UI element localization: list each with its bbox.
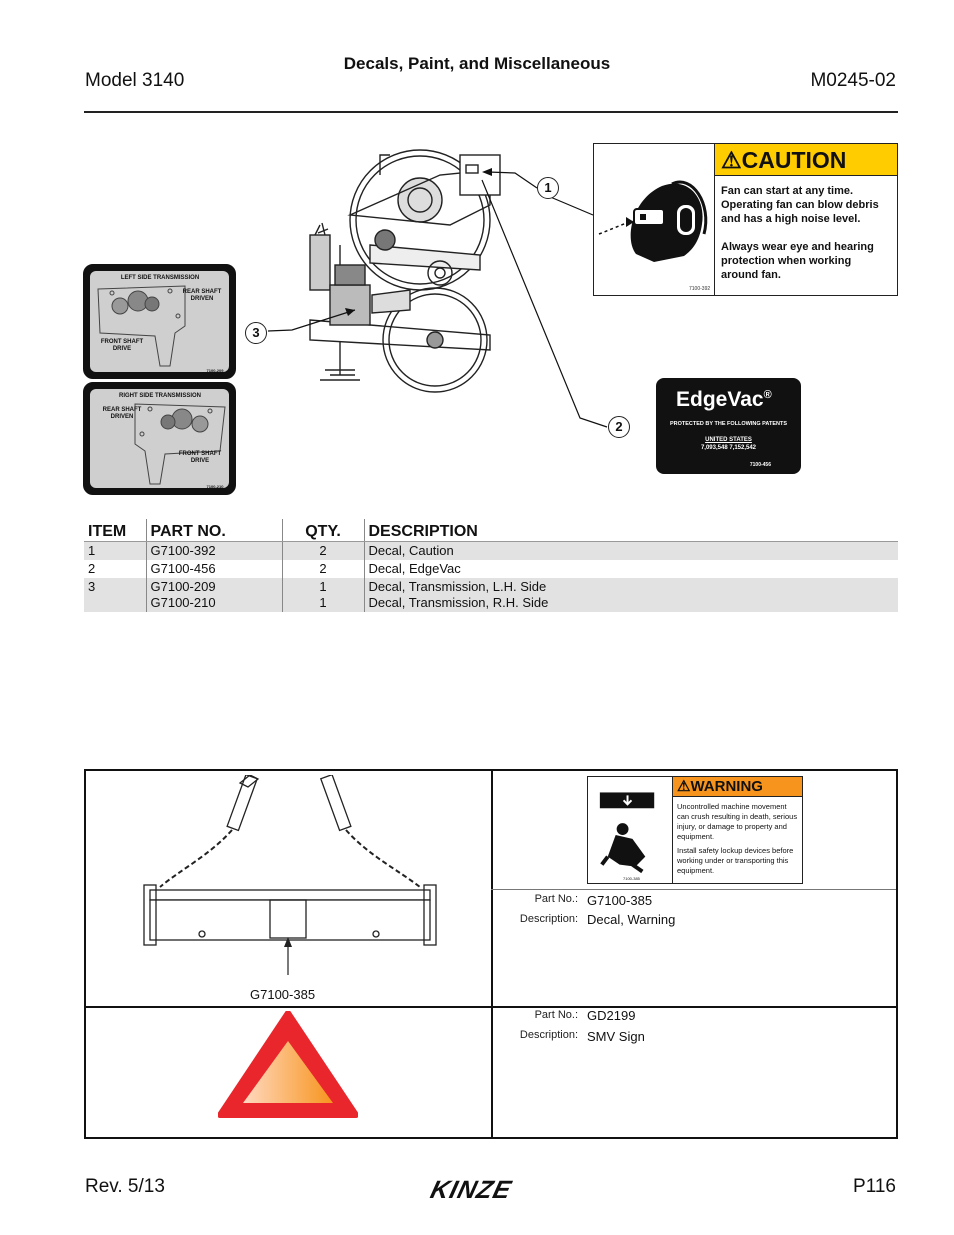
part1-desc-label: Description: (519, 913, 578, 925)
section-title: Decals, Paint, and Miscellaneous (343, 54, 611, 73)
left-trans-code: 7100-209 (206, 368, 224, 372)
crush-hazard-icon (588, 777, 673, 883)
right-trans-upper: REAR SHAFT DRIVEN (102, 407, 142, 420)
callout-1: 1 (537, 177, 559, 199)
edgevac-brand: EdgeVac® (676, 388, 772, 411)
edgevac-country: UNITED STATES (705, 437, 752, 443)
warning-code: 7100-385 (623, 876, 640, 881)
cell-qty: 2 (282, 560, 364, 578)
right-trans-title: RIGHT SIDE TRANSMISSION (118, 393, 201, 399)
callout-3: 3 (245, 322, 267, 344)
caution-line2: Always wear eye and hearing protection when working around fan. (721, 241, 874, 281)
table-row (84, 578, 898, 612)
edgevac-code: 7100-456 (749, 462, 771, 468)
caution-line1: Fan can start at any time. Operating fan can blow debris and has a high noise level. (721, 185, 879, 225)
hearing-protection-icon (594, 144, 714, 294)
cell-qty: 2 (282, 541, 364, 560)
page-number: P116 (853, 1176, 896, 1197)
caution-banner: ⚠CAUTION (714, 144, 897, 176)
cell-desc: Decal, EdgeVac (364, 560, 898, 578)
part2-desc: SMV Sign (587, 1029, 645, 1044)
col-desc: DESCRIPTION (364, 519, 898, 541)
lift-bar-illustration (140, 775, 440, 975)
caution-code: 7100-392 (689, 286, 711, 292)
left-trans-title: LEFT SIDE TRANSMISSION (120, 275, 200, 281)
right-transmission-diagram (90, 389, 229, 488)
table-row (84, 541, 898, 560)
col-part: PART NO. (146, 519, 282, 541)
warning-text2: Install safety lockup devices before working under or transporting this equipment. (677, 846, 794, 875)
edgevac-patents: 7,093,548 7,152,542 (700, 445, 757, 451)
cell-part: G7100-392 (146, 541, 282, 560)
left-transmission-diagram (90, 271, 229, 372)
cell-qty: 1 1 (282, 578, 364, 612)
part2-desc-label: Description: (519, 1029, 578, 1041)
table-row (84, 560, 898, 578)
callout-2: 2 (608, 416, 630, 438)
manual-code: M0245-02 (810, 70, 896, 91)
table-header-row (84, 519, 898, 541)
cell-desc: Decal, Transmission, L.H. Side Decal, Transmission, R.H. Side (364, 578, 898, 612)
part1-part-no: G7100-385 (587, 893, 653, 908)
cell-item: 2 (88, 560, 96, 576)
warning-triangle-icon: ⚠ (721, 147, 742, 173)
kinze-logo: KINZE (427, 1176, 515, 1204)
right-transmission-decal (83, 382, 236, 495)
cell-item: 1 (84, 541, 146, 560)
edgevac-protected: PROTECTED BY THE FOLLOWING PATENTS (669, 421, 788, 427)
warning-banner: ⚠WARNING (673, 777, 802, 797)
caution-body (714, 176, 897, 295)
model-label: Model 3140 (85, 70, 185, 91)
warning-body (677, 802, 798, 876)
left-trans-lower: FRONT SHAFT DRIVE (100, 339, 144, 352)
warning-decal (587, 776, 803, 884)
smv-sign (218, 1011, 358, 1121)
col-item: ITEM (84, 519, 146, 541)
part1-part-label: Part No.: (534, 893, 578, 905)
lift-part-callout: G7100-385 (250, 987, 316, 1002)
cell-part: G7100-456 (146, 560, 282, 578)
cell-desc: Decal, Caution (364, 541, 898, 560)
right-trans-lower: FRONT SHAFT DRIVE (178, 451, 222, 464)
part1-desc: Decal, Warning (587, 912, 676, 927)
edgevac-decal (656, 378, 801, 474)
revision-label: Rev. 5/13 (85, 1176, 165, 1197)
parts-table (84, 519, 898, 612)
warning-text1: Uncontrolled machine movement can crush resulting in death, serious injury, or damage to property and equipment. (677, 802, 798, 841)
caution-decal (593, 143, 898, 296)
right-trans-code: 7100-210 (206, 484, 224, 488)
part2-part-no: GD2199 (587, 1008, 636, 1023)
left-transmission-decal (83, 264, 236, 379)
part2-part-label: Part No.: (534, 1009, 578, 1021)
col-qty: QTY. (282, 519, 364, 541)
warning-triangle-icon: ⚠ (677, 778, 691, 795)
cell-part: G7100-209 G7100-210 (146, 578, 282, 612)
left-trans-upper: REAR SHAFT DRIVEN (182, 289, 222, 302)
cell-item: 3 (84, 578, 146, 612)
